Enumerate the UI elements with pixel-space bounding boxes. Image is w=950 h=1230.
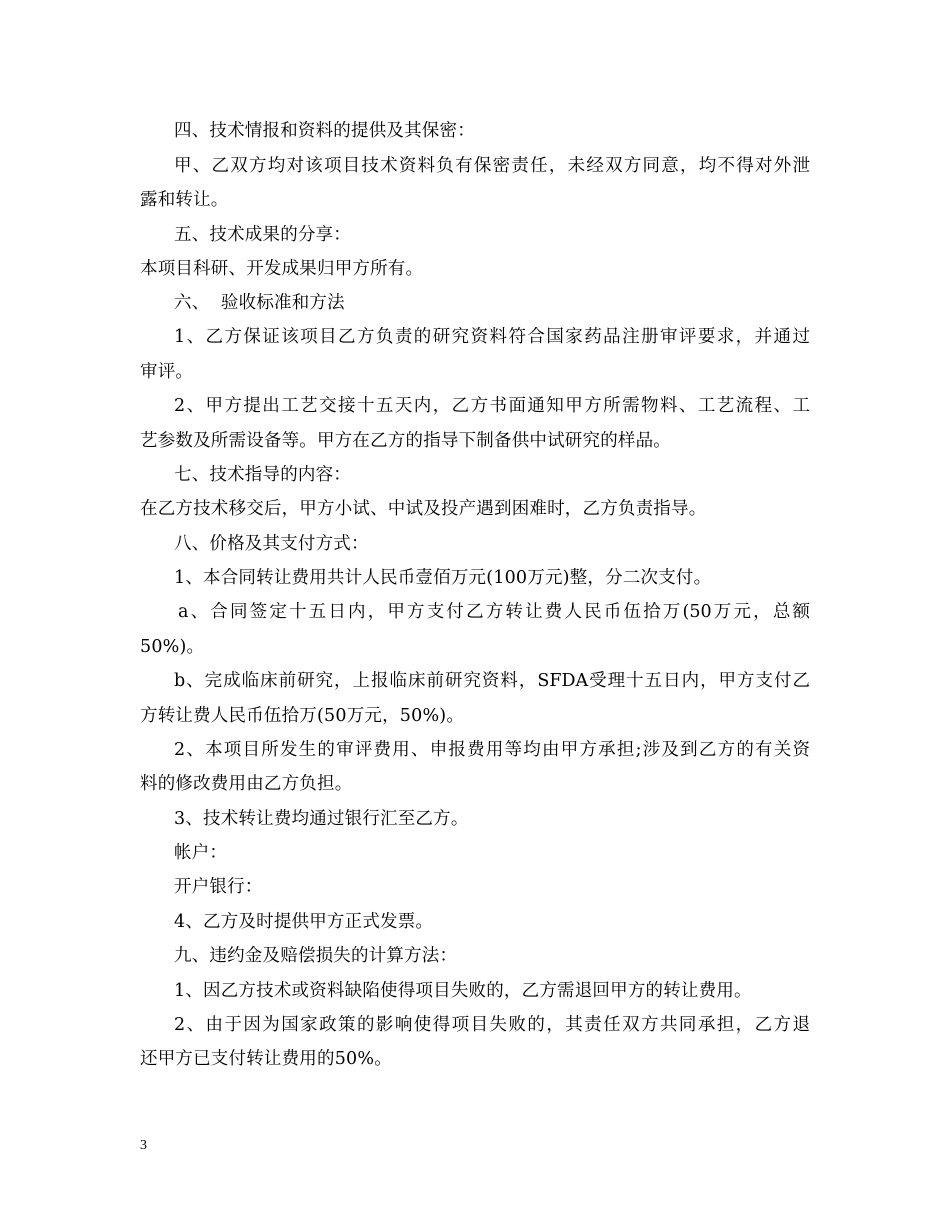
section-heading-8: 八、价格及其支付方式：	[174, 534, 369, 554]
section-heading-5: 五、技术成果的分享：	[174, 225, 351, 245]
section-heading-9: 九、违约金及赔偿损失的计算方法：	[174, 946, 458, 966]
paragraph-line: 2、由于因为国家政策的影响使得项目失败的，其责任双方共同承担，乙方退	[174, 1015, 810, 1035]
paragraph-line: 3、技术转让费均通过银行汇至乙方。	[174, 809, 469, 829]
paragraph-line: 1、因乙方技术或资料缺陷使得项目失败的，乙方需退回甲方的转让费用。	[174, 981, 752, 1001]
section-heading-7: 七、技术指导的内容：	[174, 465, 351, 485]
paragraph-line: 方转让费人民币伍拾万(50万元，50%)。	[140, 706, 465, 726]
paragraph-line: 甲、乙双方均对该项目技术资料负有保密责任，未经双方同意，均不得对外泄	[174, 156, 810, 176]
bank-label: 开户银行：	[174, 877, 263, 897]
paragraph-line: 在乙方技术移交后，甲方小试、中试及投产遇到困难时，乙方负责指导。	[140, 499, 707, 519]
paragraph-line: 2、甲方提出工艺交接十五天内，乙方书面通知甲方所需物料、工艺流程、工	[174, 396, 810, 416]
paragraph-line: b、完成临床前研究，上报临床前研究资料，SFDA受理十五日内，甲方支付乙	[174, 671, 810, 691]
page-number: 3	[140, 1138, 147, 1153]
paragraph-line: 审评。	[140, 362, 194, 382]
paragraph-line: 2、本项目所发生的审评费用、申报费用等均由甲方承担;涉及到乙方的有关资	[174, 740, 810, 760]
paragraph-line: 料的修改费用由乙方负担。	[140, 774, 353, 794]
section-heading-4: 四、技术情报和资料的提供及其保密：	[174, 121, 475, 141]
paragraph-line: 1、乙方保证该项目乙方负责的研究资料符合国家药品注册审评要求，并通过	[174, 327, 810, 347]
account-label: 帐户：	[174, 843, 228, 863]
paragraph-line: 4、乙方及时提供甲方正式发票。	[174, 912, 434, 932]
section-heading-6: 六、 验收标准和方法	[174, 293, 345, 313]
paragraph-line: 本项目科研、开发成果归甲方所有。	[140, 259, 424, 279]
paragraph-line: 艺参数及所需设备等。甲方在乙方的指导下制备供中试研究的样品。	[140, 431, 671, 451]
paragraph-line: 50%)。	[140, 637, 205, 657]
paragraph-line: 露和转让。	[140, 190, 229, 210]
paragraph-line: 1、本合同转让费用共计人民币壹佰万元(100万元)整，分二次支付。	[174, 568, 712, 588]
paragraph-line: 还甲方已支付转让费用的50%。	[140, 1049, 392, 1069]
paragraph-line: a、合同签定十五日内，甲方支付乙方转让费人民币伍拾万(50万元，总额	[178, 602, 810, 622]
